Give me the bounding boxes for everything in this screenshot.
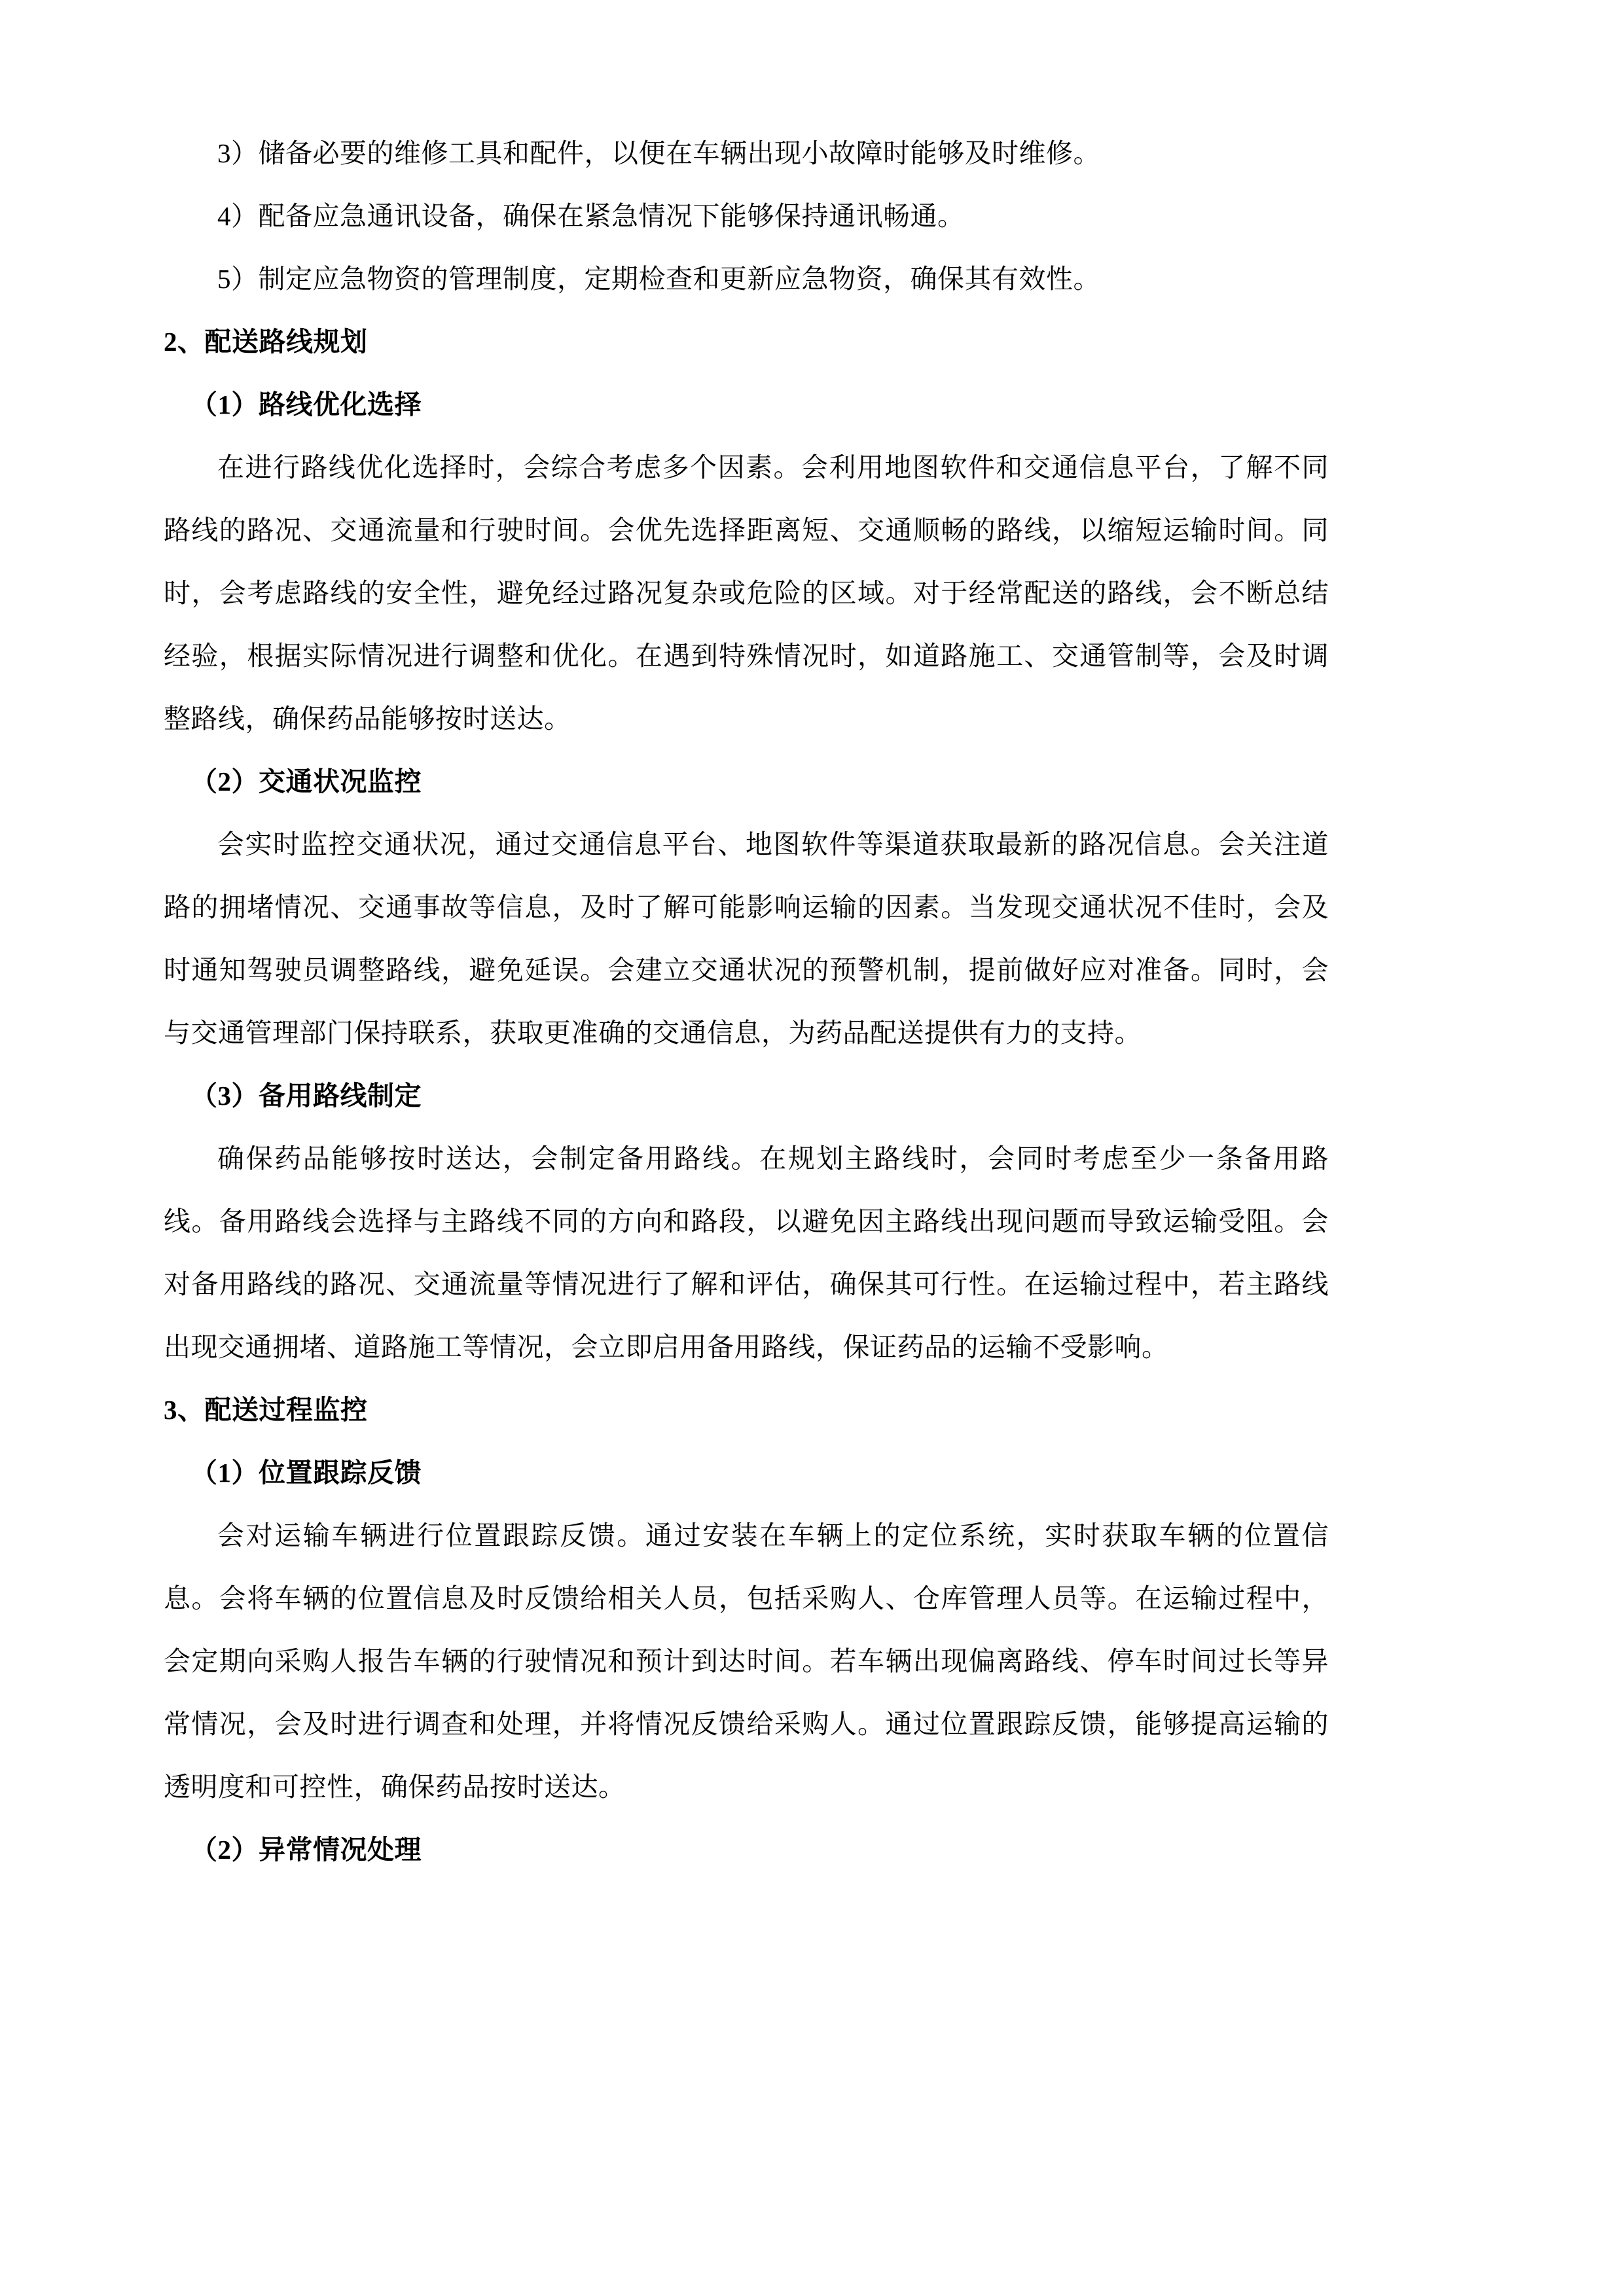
heading-backup-route: （3）备用路线制定 (190, 1081, 422, 1111)
heading-delivery-route-planning: 2、配送路线规划 (164, 327, 368, 357)
heading-delivery-process-monitoring: 3、配送过程监控 (164, 1395, 368, 1425)
heading-route-optimization: （1）路线优化选择 (190, 389, 422, 420)
heading-exception-handling: （2）异常情况处理 (190, 1835, 422, 1865)
heading-traffic-monitoring: （2）交通状况监控 (190, 766, 422, 797)
paragraph-traffic-monitoring: 会实时监控交通状况，通过交通信息平台、地图软件等渠道获取最新的路况信息。会关注道路的拥堵情况、交通事故等信息，及时了解可能影响运输的因素。当发现交通状况不佳时，会及时通知驾驶员调整路线，避免延误。会建立交通状况的预警机制，提前做好应对准备。同时，会与交通管理部门保持联系，获取更准确的交通信息，为药品配送提供有力的支持。 (164, 829, 1329, 1048)
paragraph-route-optimization: 在进行路线优化选择时，会综合考虑多个因素。会利用地图软件和交通信息平台，了解不同路线的路况、交通流量和行驶时间。会优先选择距离短、交通顺畅的路线，以缩短运输时间。同时，会考虑路线的安全性，避免经过路况复杂或危险的区域。对于经常配送的路线，会不断总结经验，根据实际情况进行调整和优化。在遇到特殊情况时，如道路施工、交通管制等，会及时调整路线，确保药品能够按时送达。 (164, 452, 1329, 734)
paragraph-position-tracking: 会对运输车辆进行位置跟踪反馈。通过安装在车辆上的定位系统，实时获取车辆的位置信息。会将车辆的位置信息及时反馈给相关人员，包括采购人、仓库管理人员等。在运输过程中，会定期向采购人报告车辆的行驶情况和预计到达时间。若车辆出现偏离路线、停车时间过长等异常情况，会及时进行调查和处理，并将情况反馈给采购人。通过位置跟踪反馈，能够提高运输的透明度和可控性，确保药品按时送达。 (164, 1520, 1329, 1802)
list-item-3: 3）储备必要的维修工具和配件，以便在车辆出现小故障时能够及时维修。 (217, 138, 1100, 168)
paragraph-backup-route: 确保药品能够按时送达，会制定备用路线。在规划主路线时，会同时考虑至少一条备用路线。备用路线会选择与主路线不同的方向和路段，以避免因主路线出现问题而导致运输受阻。会对备用路线的路况、交通流量等情况进行了解和评估，确保其可行性。在运输过程中，若主路线出现交通拥堵、道路施工等情况，会立即启用备用路线，保证药品的运输不受影响。 (164, 1143, 1329, 1362)
document-body (164, 122, 1329, 1881)
list-item-4: 4）配备应急通讯设备，确保在紧急情况下能够保持通讯畅通。 (217, 201, 965, 231)
heading-position-tracking: （1）位置跟踪反馈 (190, 1458, 422, 1488)
list-item-5: 5）制定应急物资的管理制度，定期检查和更新应急物资，确保其有效性。 (217, 264, 1100, 294)
